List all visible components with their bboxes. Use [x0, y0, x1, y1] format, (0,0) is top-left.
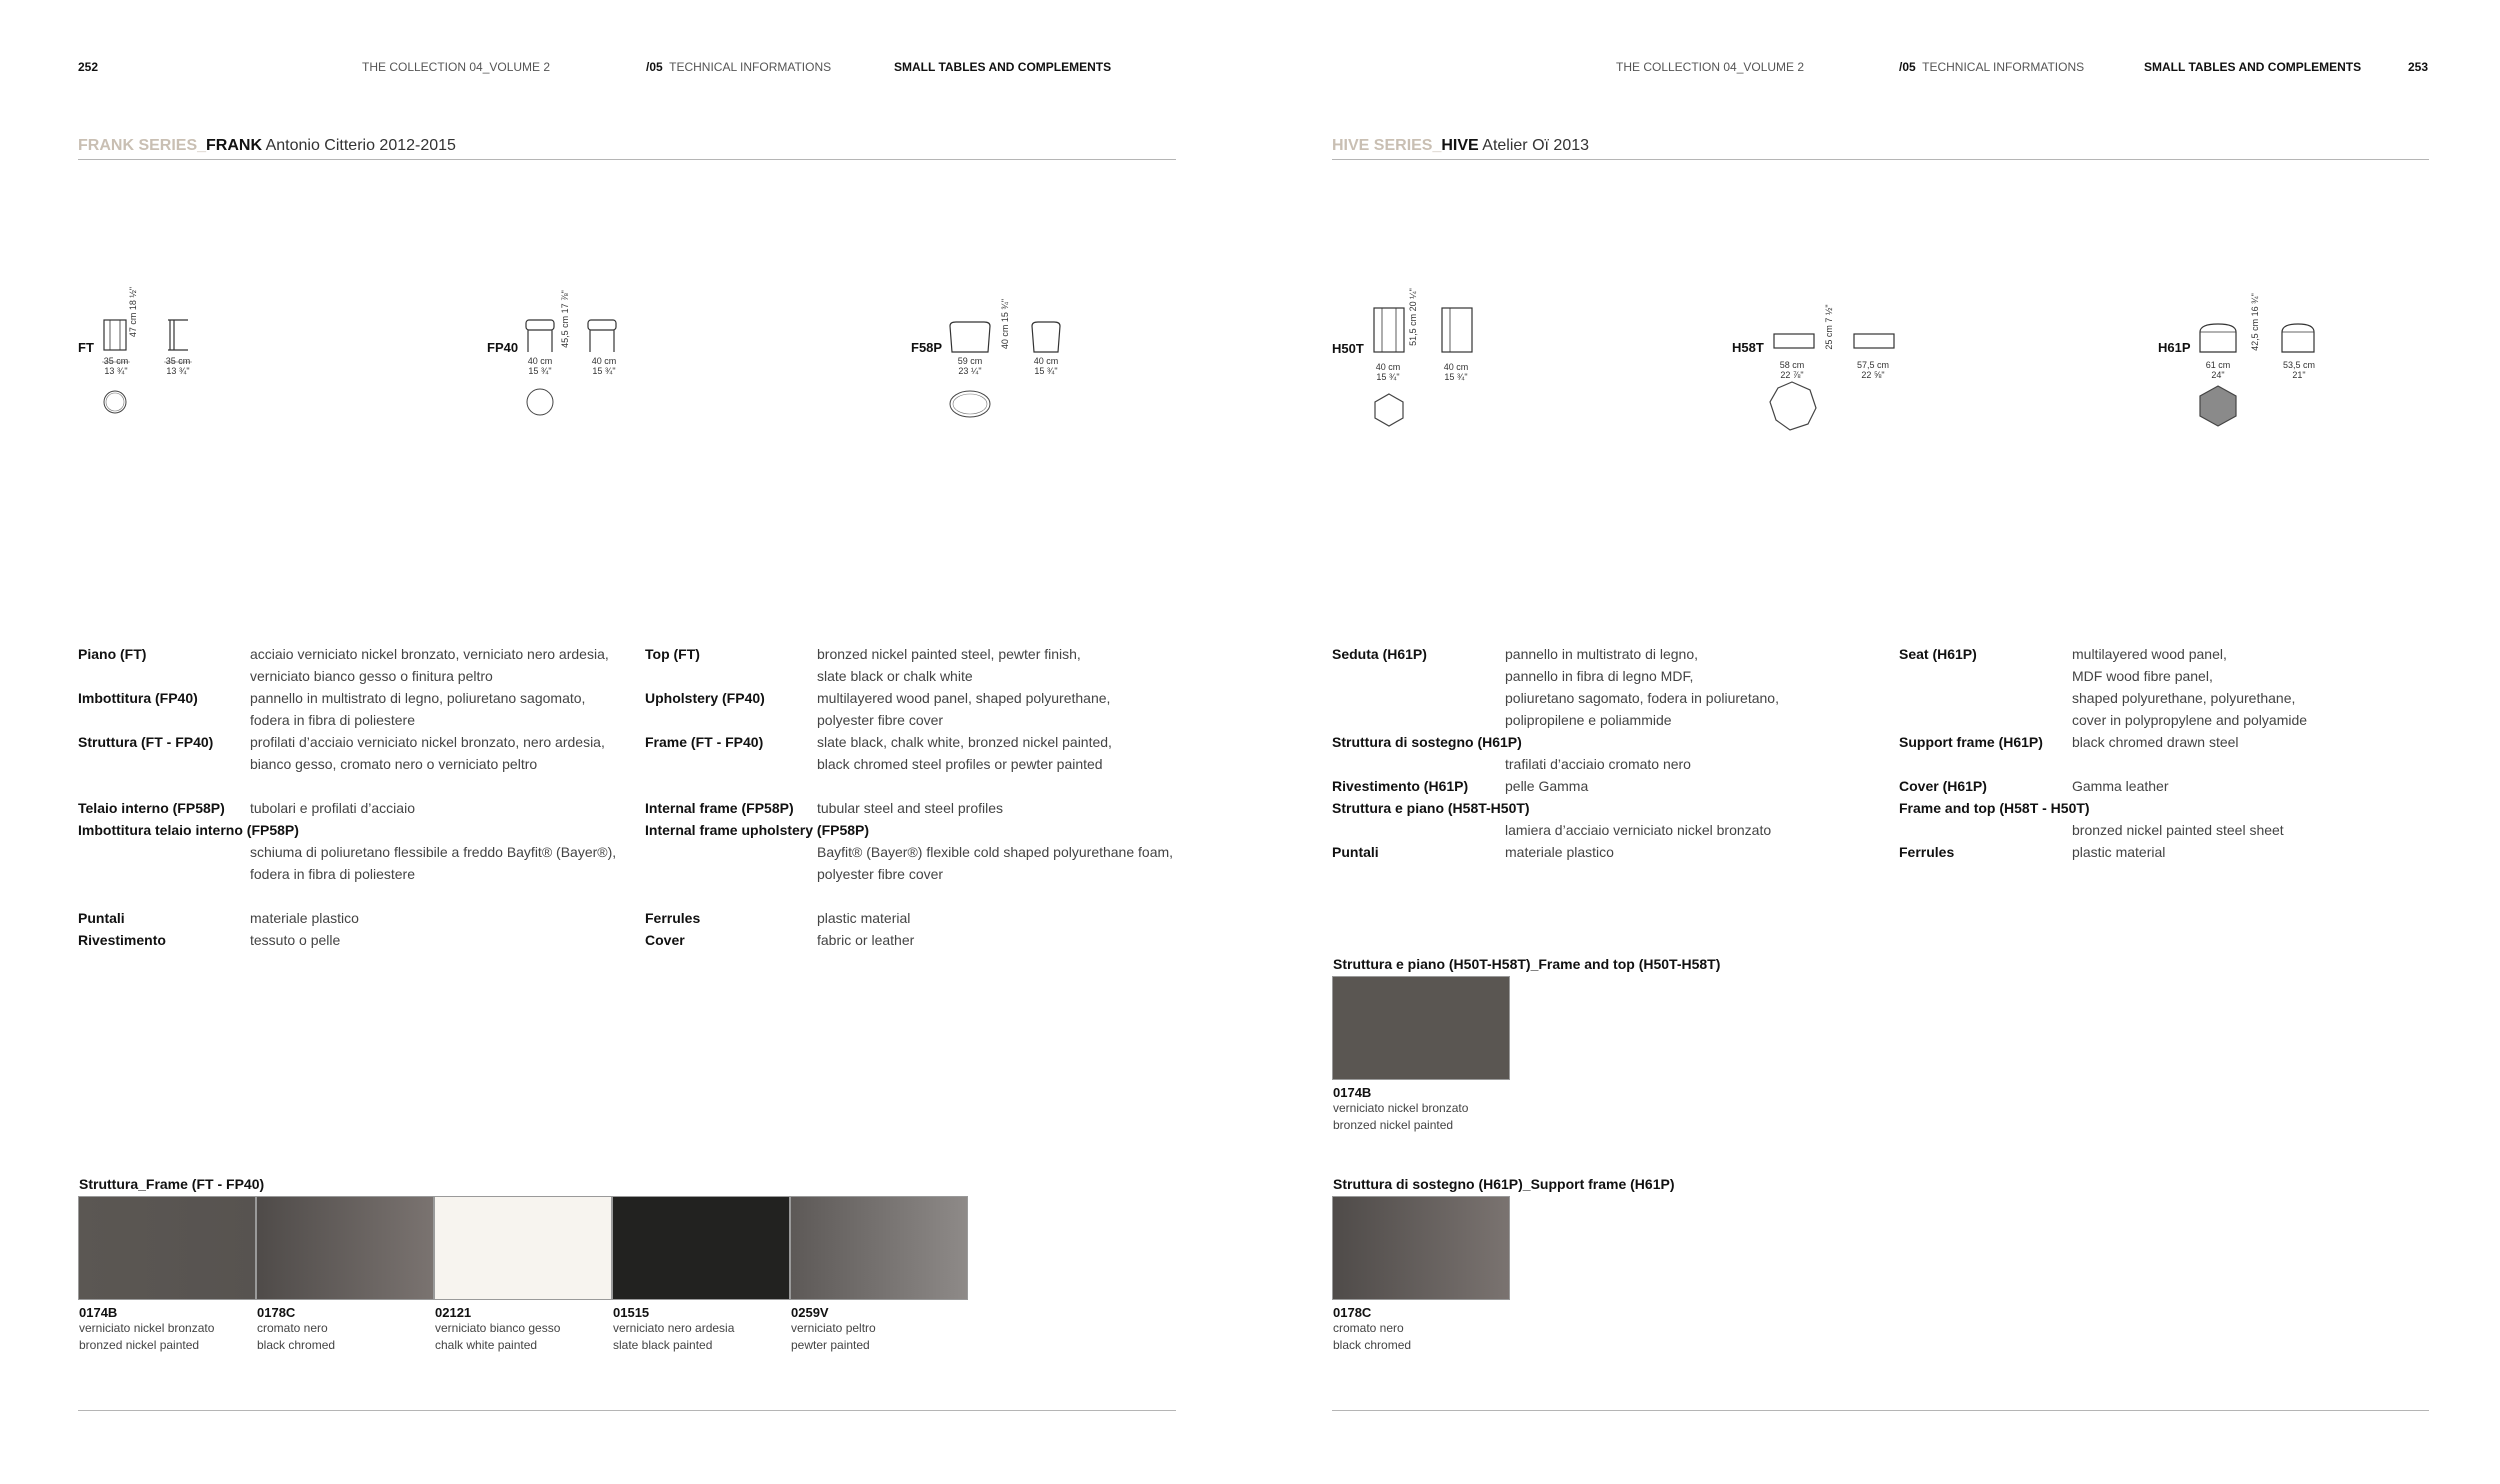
spec-label: Cover [645, 932, 685, 948]
spec-label: Upholstery (FP40) [645, 690, 765, 706]
section-label: /05 TECHNICAL INFORMATIONS [1899, 60, 2085, 74]
spec-value: multilayered wood panel, shaped polyurethane, polyester fibre cover [817, 690, 1111, 728]
dim-height: 47 cm 18 ½" [128, 286, 138, 338]
spec-value: bronzed nickel painted steel, pewter finish, slate black or chalk white [817, 646, 1081, 684]
divider [1332, 159, 2429, 160]
spec-value: multilayered wood panel, MDF wood fibre panel, shaped polyurethane, polyurethane, cover in polypropylene and polyamide [2072, 646, 2308, 728]
finish-swatch [256, 1196, 434, 1300]
finish-item: 0174B verniciato nickel bronzato bronzed nickel painted [1333, 1085, 1469, 1132]
spec-value: lamiera d’acciaio verniciato nickel bronzato [1505, 822, 1772, 838]
spec-value: pelle Gamma [1505, 778, 1589, 794]
finish-swatch [1332, 1196, 1510, 1300]
spec-value: slate black, chalk white, bronzed nickel painted, black chromed steel profiles or pewter painted [817, 734, 1112, 772]
collection-label: THE COLLECTION 04_VOLUME 2 [362, 60, 551, 74]
spec-label: Puntali [1332, 844, 1379, 860]
spec-label: Top (FT) [645, 646, 700, 662]
product-code: FT [78, 340, 94, 355]
footer-divider [78, 1410, 1176, 1411]
spec-value: materiale plastico [1505, 844, 1614, 860]
finish-item: 0259V verniciato peltro pewter painted [791, 1305, 876, 1352]
section-label: /05 TECHNICAL INFORMATIONS [646, 60, 832, 74]
spec-value: bronzed nickel painted steel sheet [2072, 822, 2284, 838]
spec-value: pannello in multistrato di legno, poliuretano sagomato, fodera in fibra di poliestere [250, 690, 586, 728]
product-code: FP40 [487, 340, 519, 355]
category-label: SMALL TABLES AND COMPLEMENTS [2144, 60, 2362, 74]
spec-label: Internal frame upholstery (FP58P) [645, 822, 870, 838]
dim-width: 59 cm 23 ¼" [957, 356, 983, 376]
product-code: H61P [2158, 340, 2191, 355]
spec-label: Frame (FT - FP40) [645, 734, 764, 750]
h61p-drawing [2198, 322, 2338, 442]
spec-value: acciaio verniciato nickel bronzato, verniciato nero ardesia, verniciato bianco gesso o finitura peltro [250, 646, 609, 684]
finish-item: 0178C cromato nero black chromed [257, 1305, 336, 1352]
spec-label: Imbottitura (FP40) [78, 690, 198, 706]
footer-divider [1332, 1410, 2429, 1411]
dim-width: 40 cm 15 ¾" [527, 356, 553, 376]
spec-value: tubolari e profilati d’acciaio [250, 800, 415, 816]
spec-value: tessuto o pelle [250, 932, 341, 948]
finish-item: 02121 verniciato bianco gesso chalk white painted [435, 1305, 561, 1352]
spec-label: Telaio interno (FP58P) [78, 800, 225, 816]
finish-title: Struttura e piano (H50T-H58T)_Frame and top (H50T-H58T) [1333, 956, 1721, 972]
spec-label: Ferrules [1899, 844, 1955, 860]
dim-depth: 40 cm 15 ¾" [1033, 356, 1059, 376]
dim-width: 35 cm 13 ¾" [103, 356, 129, 376]
series-title: HIVE SERIES_HIVE Atelier Oï 2013 [1332, 137, 1590, 154]
spec-label: Frame and top (H58T - H50T) [1899, 800, 2090, 816]
product-code: H58T [1732, 340, 1764, 355]
spec-value: plastic material [817, 910, 911, 926]
finish-title: Struttura_Frame (FT - FP40) [79, 1176, 265, 1192]
finish-title: Struttura di sostegno (H61P)_Support frame (H61P) [1333, 1176, 1675, 1192]
finish-swatch [434, 1196, 612, 1300]
spec-value: materiale plastico [250, 910, 359, 926]
page-number: 253 [2408, 60, 2429, 74]
dim-depth: 40 cm 15 ¾" [591, 356, 617, 376]
series-title: FRANK SERIES_FRANK Antonio Citterio 2012-2015 [78, 137, 456, 154]
product-code: F58P [911, 340, 943, 355]
finish-swatch [790, 1196, 968, 1300]
finish-item: 0174B verniciato nickel bronzato bronzed nickel painted [79, 1305, 215, 1352]
spec-value: fabric or leather [817, 932, 915, 948]
spec-label: Internal frame (FP58P) [645, 800, 794, 816]
finish-item: 0178C cromato nero black chromed [1333, 1305, 1412, 1352]
spec-label: Support frame (H61P) [1899, 734, 2043, 750]
dim-width: 40 cm 15 ¾" [1375, 362, 1401, 382]
finish-item: 01515 verniciato nero ardesia slate black painted [613, 1305, 735, 1352]
spec-label: Struttura di sostegno (H61P) [1332, 734, 1522, 750]
dim-width: 61 cm 24" [2205, 360, 2231, 380]
spec-label: Ferrules [645, 910, 701, 926]
dim-width: 58 cm 22 ⅞" [1779, 360, 1805, 380]
spec-label: Seat (H61P) [1899, 646, 1977, 662]
spec-value: schiuma di poliuretano flessibile a freddo Bayfit® (Bayer®), fodera in fibra di poliestere [250, 844, 617, 882]
page-number: 252 [78, 60, 99, 74]
spec-label: Struttura e piano (H58T-H50T) [1332, 800, 1530, 816]
spec-value: tubular steel and steel profiles [817, 800, 1003, 816]
spec-label: Seduta (H61P) [1332, 646, 1427, 662]
spec-label: Rivestimento (H61P) [1332, 778, 1469, 794]
spec-value: black chromed drawn steel [2072, 734, 2239, 750]
dim-depth: 40 cm 15 ¾" [1443, 362, 1469, 382]
right-page [1250, 0, 2500, 1484]
spec-label: Rivestimento [78, 932, 166, 948]
dim-height: 25 cm 7 ½" [1824, 304, 1834, 350]
category-label: SMALL TABLES AND COMPLEMENTS [894, 60, 1112, 74]
dim-depth: 57,5 cm 22 ⅝" [1856, 360, 1889, 380]
spec-label: Cover (H61P) [1899, 778, 1987, 794]
spec-value: Gamma leather [2072, 778, 2169, 794]
spec-label: Struttura (FT - FP40) [78, 734, 214, 750]
finish-swatch [78, 1196, 256, 1300]
spec-value: plastic material [2072, 844, 2166, 860]
spec-label: Imbottitura telaio interno (FP58P) [78, 822, 299, 838]
spec-label: Puntali [78, 910, 125, 926]
product-code: H50T [1332, 341, 1364, 356]
dim-depth: 35 cm 13 ¾" [165, 356, 191, 376]
finish-swatch [1332, 976, 1510, 1080]
dim-height: 40 cm 15 ¾" [1000, 298, 1010, 350]
spec-value: Bayfit® (Bayer®) flexible cold shaped polyurethane foam, polyester fibre cover [817, 844, 1174, 882]
dim-height: 42,5 cm 16 ¾" [2250, 293, 2260, 351]
spec-value: profilati d’acciaio verniciato nickel bronzato, nero ardesia, bianco gesso, cromato nero o verniciato peltro [250, 734, 605, 772]
dim-height: 45,5 cm 17 ⅞" [560, 290, 570, 348]
collection-label: THE COLLECTION 04_VOLUME 2 [1616, 60, 1805, 74]
spec-value: pannello in multistrato di legno, pannello in fibra di legno MDF, poliuretano sagomato, fodera in poliuretano, polipropilene e poliammide [1505, 646, 1779, 728]
dim-height: 51,5 cm 20 ¼" [1408, 288, 1418, 346]
divider [78, 159, 1176, 160]
finish-swatch [612, 1196, 790, 1300]
spec-label: Piano (FT) [78, 646, 147, 662]
spec-value: trafilati d’acciaio cromato nero [1505, 756, 1691, 772]
dim-depth: 53,5 cm 21" [2282, 360, 2315, 380]
h58t-drawing [1772, 332, 1912, 442]
